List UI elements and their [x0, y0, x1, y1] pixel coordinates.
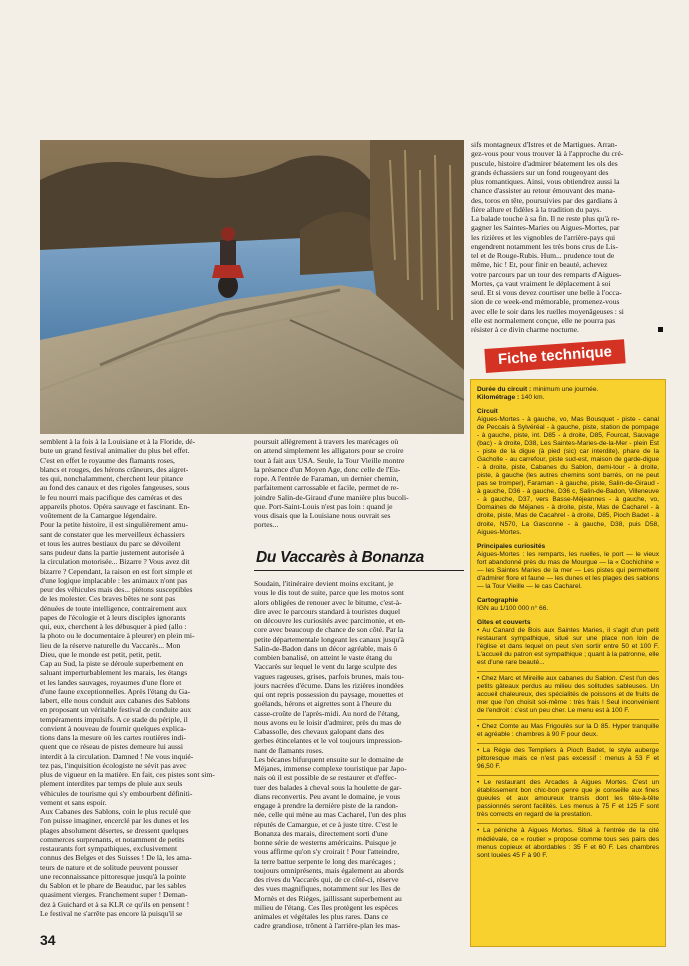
km-line	[477, 394, 659, 402]
duree-value: minimum une journée.	[533, 386, 599, 393]
gite-separator	[477, 719, 659, 720]
marsh-landscape-illustration	[40, 140, 464, 434]
fiche-box	[470, 379, 666, 947]
article-column-3: sifs montagneux d'Istres et de Martigues. Arran- gez-vous pour vous trouver là à l'approche du cré- puscule, histoire d'admirer béatement les ols des grands échassiers sur un fond rougeoyant des plus romantiques. Ainsi, vous obtiendrez aussi la chance d'assister au retour émouvant des mana- des, toros en tête, poursuivies par des gardians à fière allure et fidèles à la tradition du pays. La balade touche à sa fin. Il ne reste plus qu'à re- gagner les Saintes-Maries ou Aigues-Mortes, par les rizières et les vignobles de l'arrière-pays qui engendrent notamment les très bons crus de Lis- tel et de Rouge-Rubis. Hum... prudence tout de même, hic ! Et, pour finir en beauté, achevez votre parcours par un tour des remparts d'Aigues- Mortes, ça vaut vraiment le déplacement à soi seul. Et si vous devez courtiser une belle à l'occa- sion de ce week-end mémorable, promenez-vous avec elle le soir dans les ruelles moyenâgeuses : si elle est normalement conçue, elle ne pourra pas résister à ce divin charme nocturne.	[471, 140, 624, 334]
section-rule	[254, 570, 464, 571]
article-column-2: poursuit allègrement à travers les marécages où on attend simplement les alligators pour se croire tout à fait aux USA. Seule, la Tour Vieille montre la présence d'un Moyen Age, donc celle de l'Eu- rope. A l'entrée de Faraman, un dernier chemin, parfaitement carrossable et facile, permet de re- joindre Salin-de-Giraud d'une manière plus bucoli- que. Port-Saint-Louis n'est pas loin : quand je vous disais que la Louisiane nous ouvrait ses portes...	[254, 437, 409, 530]
gite-entry: • La péniche à Aigues Mortes. Situé à l'entrée de la cité médiévale, ce « routier » propose comme tous ses pairs des menus copieux et abordables : 35 F et 60 F. Les chambres sont louées 45 F à 90 F.	[477, 827, 659, 859]
gite-entry: • Le restaurant des Arcades à Aigues Mortes. C'est un établissement bon chic-bon genre que je conseille aux fines gueules et aux amoureux transis dont les tête-à-tête passionnés seront facilités. Les menus à 75 F et 125 F sont très corrects en regard de la prestation.	[477, 779, 659, 819]
gites-title: Gîtes et couverts	[477, 618, 531, 626]
duree-label: Durée du circuit :	[477, 386, 532, 393]
article-column-1: semblent à la fois à la Louisiane et à la Floride, dé- bute un grand festival animalier du plus bel effet. C'est en effet le royaume des flamants roses, blancs et rouges, des hérons crâneurs, des aigret- tes qui, nonchalamment, cherchent leur pitance au fond des canaux et des rigoles fangeuses, sous le feu nourri mais pacifique des caméras et des appareils photos. Opéra sauvage et fascinant. En- voûtement de la Camargue légendaire. Pour la petite histoire, il est singulièrement amu- sant de constater que les merveilleux échassiers et tous les autres bestiaux du parc se dévoilent sans pudeur dans la partie justement autorisée à la circulation motorisée... Bizarre ? Vous avez dit bizarre ? Cependant, la raison en est fort simple et d'une logique implacable : les animaux n'ont pas peur des véhicules mais des... piétons susceptibles de les molester. Ces braves bêtes ne sont pas dénuées de toute intelligence, contrairement aux papes de l'écologie et à leurs disciples ignorants qui, eux, cherchent à les débusquer à pied (allo : la photo ou le documentaire à pleurer) en plein mi- lieu de la réserve naturelle du Vaccarès... Mon Dieu, que le monde est petit, petit, petit. Cap au Sud, la piste se déroule superbement en saluant imperturbablement les marais, les étangs et les landes sauvages, royaumes d'une flore et d'une faune exceptionnelles. Après l'étang du Ga- labert, elle nous conduit aux cabanes des Sablons en proposant un véritable festival de conduite aux tempéraments impulsifs. A ce stade du périple, il convient à nouveau de fournir quelques explica- tions dans la mesure où les cartes routières indi- quent que ce réseau de pistes demeure lui aussi interdit à la circulation. Damned ! Ne vous inquié- tez pas, l'inquisition écologiste ne sévit pas avec plus de vigueur en la matière. En fait, ces pistes sont sim- plement interdites par temps de pluie aux seuls véhicules de tourisme qui s'y embourbent définiti- vement et sans espoir. Aux Cabanes des Sablons, coin le plus reculé que l'on puisse imaginer, encerclé par les dunes et les plages absolument désertes, se dressent quelques commerces surprenants, et notamment de petits restaurants fort sympathiques, exclusivement connus des Belges et des Suisses ! De là, les ama- teurs de nature et de solitude peuvent pousser une reconnaissance pittoresque jusqu'à la pointe du Sablon et le phare de Beauduc, par les sables quasiment vierges. Franchement super ! Deman- dez à Guichard et à sa KLR ce qu'ils en pensent ! Le festival ne s'arrête pas encore là puisqu'il se	[40, 437, 215, 918]
circuit-title: Circuit	[477, 408, 498, 416]
article-column-2b: Soudain, l'itinéraire devient moins excitant, je vous le dis tout de suite, parce que les motos sont alors obligées de renouer avec le bitume, c'est-à- dire avec le parcours standard à touristes duquel on découvre les curiosités avec parcimonie, et en- core avec beaucoup de chance de son côté. Par la petite départementale longeant les canaux jusqu'à Salin-de-Badon dans un décor agréable, mais ô combien banalisé, on atteint le vaste étang du Vaccarès sur lequel le vent du large sculpte des vagues rageuses, grises, parfois brunes, mais tou- jours nacrées d'écume. Dans les rizières inondées qui ont repris possession du paysage, mouettes et goélands, hérons et aigrettes sont à l'heure du casse-croûte de l'après-midi. Au nord de l'étang, nous avons eu le loisir d'admirer, près du mas de Cabassolle, des chevaux galopant dans des gerbes étincelantes et le vol toujours impression- nant de flamants roses. Les bécanes bifurquent ensuite sur le domaine de Méjanes, immense complexe touristique par Japo- nais où il est possible de se restaurer et d'effec- tuer des balades à cheval sous la houlette de gar- dians reconvertis. Peu avant le domaine, je vous engage à prendre la dernière piste de la randon- née, celle qui mène au mas Cacharel, l'un des plus réputés de Camargue, et ce à juste titre. C'est le Bonanza des marais, directement sorti d'une bonne série de westerns américains. Puisque je vous affirme qu'on s'y croirait ! Pour l'atteindre, la terre battue serpente le long des marécages ; toujours omniprésents, mais également au abords des rives du Vaccarès qui, de ce côté-ci, réserve des vues magnifiques, notamment sur les îles de Mornès et des Riéges, jaillissant superbement au milieu de l'étang. Ces îles protègent les espèces animales et végétales les plus rares. Dans ce cadre grandiose, trônent à l'arrière-plan les mas-	[254, 579, 407, 931]
gite-separator	[477, 775, 659, 776]
gite-entry: • La Régie des Templiers à Pioch Badet, le style auberge pittoresque mais ce n'est pas excessif : menus à 53 F et 96,50 F.	[477, 747, 659, 771]
end-of-article-mark	[658, 327, 663, 332]
article-photo	[40, 140, 464, 434]
section-heading	[254, 541, 464, 575]
duree-line	[477, 386, 659, 394]
section-title: Du Vaccarès à Bonanza	[256, 549, 425, 566]
fiche-technique	[468, 343, 672, 961]
curiosites-text: Aigues-Mortes : les remparts, les ruelles, le port — le vieux fort abandonné près du mas de Mourgue — la « Cochichine » — les Saintes Maries de la mer — Les pistes qui permettent d'admirer flore et faune — les dunes et les plages des sablons — la Tour Vieille — le cas Cacharel.	[477, 550, 659, 590]
gite-separator	[477, 823, 659, 824]
cartographie-text: IGN au 1/100 000 n° 66.	[477, 604, 549, 612]
gite-entry: • Chez Marc et Mireille aux cabanes du Sablon. C'est l'un des petits gâteaux perdus au milieu des solitudes sableuses. Un accueil chaleureux, des spécialités de poissons et de fruits de mer que l'on choisit soi-même : très frais ! Seul inconvénient de l'endroit : c'est un peu cher. Le menu est à 100 F.	[477, 675, 659, 715]
curiosites-title: Principales curiosités	[477, 542, 546, 550]
gite-entry: • Chez Comte au Mas Frigoulès sur la D 85. Hyper tranquille et agréable : chambres à 90 F pour deux.	[477, 723, 659, 739]
km-value: 140 km.	[520, 394, 545, 402]
fiche-banner: Fiche technique	[484, 339, 625, 373]
circuit-text: Aigues-Mortes - à gauche, vo, Mas Bousquet - piste - canal de Peccais à Sylvéréal - à gauche, piste, station de pompage - à gauche, piste, int. D85 - à droite, D85, Fourcat, Sauvage (bac) - à droite, D38, Les Saintes-Maries-de-la-Mer - plein Est - piste de la digue (à pied (sic) car interdite), phare de la Gacholle - au carrefour, piste sud-est, maison de garde-digue - à droite, piste, Cabanes du Sablon, demi-tour - à droite, piste, à gauche (les autres chemins sont barrés, on ne peut pas se tromper), Faraman - à gauche, piste, Salin-de-Giraud - à gauche, D36 - à gauche, D36 c, Salin-de-Badon, Villeneuve - à gauche, D37, vers Basse-Méjeannes - à gauche, vo, Domaines de Méjanes - à droite, piste, Mas de Cacharel - à droite, piste, Mas de Cacahrel - à droite, D85, Pioch Badet - à droite, N570, La Gasconne - à gauche, D38, puis D58, Aigues-Mortes.	[477, 416, 659, 536]
gite-separator	[477, 671, 659, 672]
gite-entry: • Au Canard de Bois aux Saintes Maries, il s'agit d'un petit restaurant sympathique, situé sur une place non loin de l'église et dans lequel on peut s'en sortir entre 50 et 100 F. L'accueil du patron est sympathique ; quant à la patronne, elle est d'une rare beauté...	[477, 626, 659, 666]
page-number: 34	[40, 932, 56, 948]
cartographie-title: Cartographie	[477, 596, 519, 604]
gite-separator	[477, 743, 659, 744]
km-label: Kilométrage :	[477, 394, 520, 402]
